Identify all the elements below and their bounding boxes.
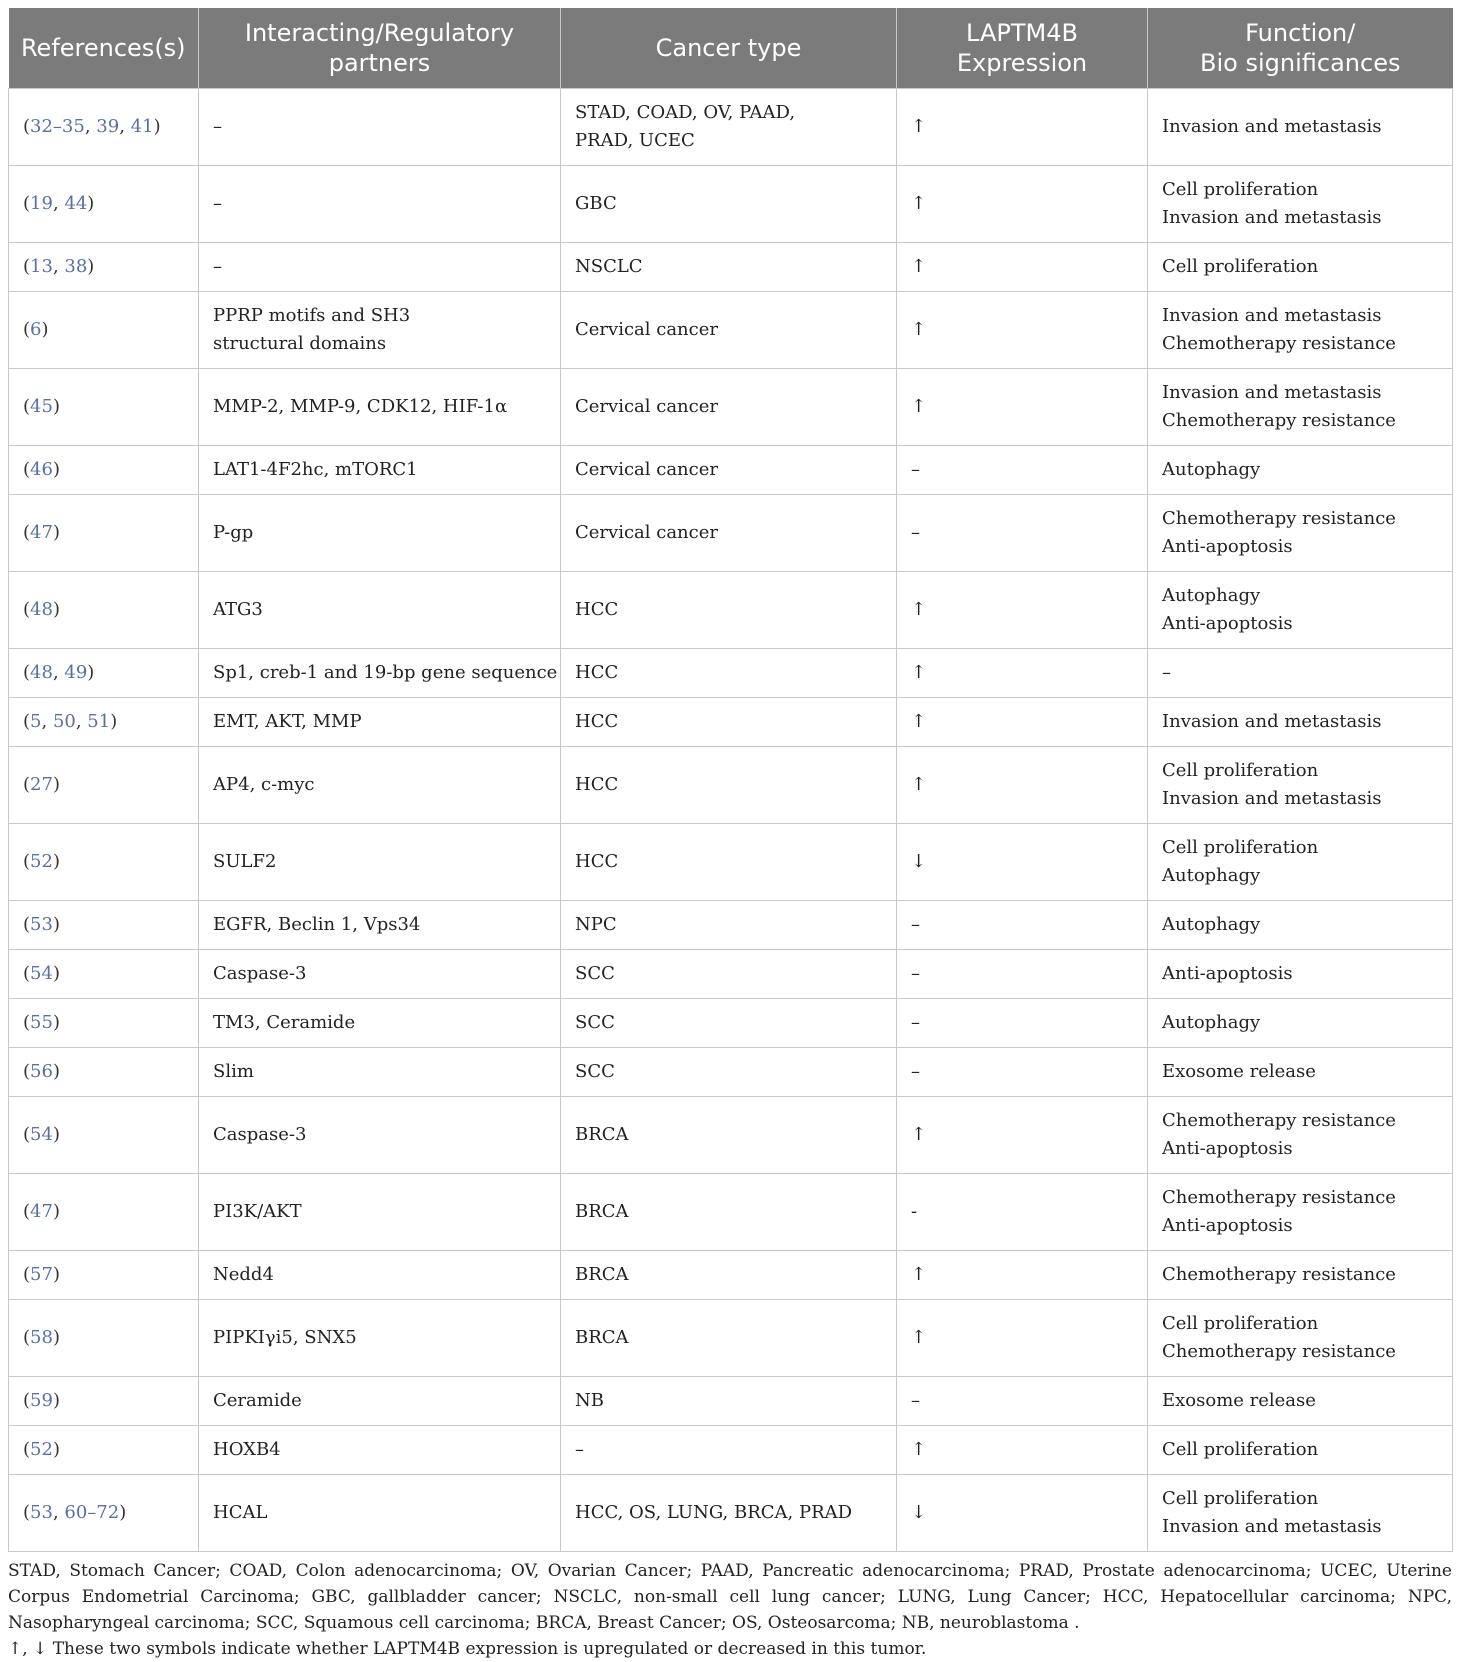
references-cell: (48, 49) (9, 649, 199, 698)
header-partners (199, 8, 561, 89)
references-cell: (47) (9, 495, 199, 572)
function-cell-line: Autophagy (1162, 914, 1261, 935)
function-cell (1148, 1300, 1453, 1377)
cancer-type-cell (561, 1426, 897, 1475)
reference-link[interactable]: 52 (30, 1439, 53, 1460)
cancer-type-cell-line: BRCA (575, 1124, 629, 1145)
header-line: Function/ (1245, 19, 1356, 47)
function-cell-line: Cell proliferation (1162, 256, 1319, 277)
function-cell-line: Anti-apoptosis (1162, 613, 1293, 634)
function-cell-line: Chemotherapy resistance (1162, 1341, 1396, 1362)
partners-cell (199, 901, 561, 950)
references-cell: (54) (9, 1097, 199, 1174)
references-cell: (13, 38) (9, 243, 199, 292)
partners-cell (199, 1097, 561, 1174)
function-cell-line: Chemotherapy resistance (1162, 508, 1396, 529)
expression-cell: ↑ (897, 89, 1148, 166)
header-row (9, 8, 1453, 89)
partners-cell (199, 243, 561, 292)
table-row (9, 166, 1453, 243)
expression-cell: ↑ (897, 1300, 1148, 1377)
partners-cell-line: Slim (213, 1061, 254, 1082)
partners-cell-line: SULF2 (213, 851, 277, 872)
function-cell-line: Invasion and metastasis (1162, 207, 1382, 228)
expression-cell: ↓ (897, 1475, 1148, 1552)
function-cell-line: Chemotherapy resistance (1162, 1110, 1396, 1131)
references-cell: (56) (9, 1048, 199, 1097)
reference-link[interactable]: 38 (64, 256, 88, 277)
header-line: Bio significances (1200, 49, 1401, 77)
references-cell: (47) (9, 1174, 199, 1251)
table-row (9, 369, 1453, 446)
cancer-type-cell-line: HCC (575, 774, 619, 795)
function-cell-line: Cell proliferation (1162, 1439, 1319, 1460)
table-row (9, 1174, 1453, 1251)
function-cell-line: Cell proliferation (1162, 837, 1319, 858)
partners-cell (199, 166, 561, 243)
function-cell-line: Autophagy (1162, 1012, 1261, 1033)
function-cell (1148, 1251, 1453, 1300)
cancer-type-cell (561, 1251, 897, 1300)
cancer-type-cell (561, 1300, 897, 1377)
function-cell-line: Invasion and metastasis (1162, 116, 1382, 137)
header-references (9, 8, 199, 89)
partners-cell (199, 572, 561, 649)
partners-cell (199, 950, 561, 999)
reference-link[interactable]: 55 (30, 1012, 53, 1033)
partners-cell (199, 369, 561, 446)
expression-cell: - (897, 1174, 1148, 1251)
function-cell-line: Cell proliferation (1162, 760, 1319, 781)
expression-cell: – (897, 901, 1148, 950)
expression-cell: ↑ (897, 649, 1148, 698)
reference-link[interactable]: 41 (130, 116, 154, 137)
references-cell: (57) (9, 1251, 199, 1300)
cancer-type-cell-line: HCC (575, 711, 619, 732)
cancer-type-cell-line: HCC (575, 851, 619, 872)
header-line: LAPTM4B (966, 19, 1078, 47)
references-cell: (45) (9, 369, 199, 446)
function-cell-line: Chemotherapy resistance (1162, 1264, 1396, 1285)
reference-link[interactable]: 56 (30, 1061, 53, 1082)
expression-cell: ↑ (897, 1251, 1148, 1300)
function-cell-line: Invasion and metastasis (1162, 1516, 1382, 1537)
table-row (9, 446, 1453, 495)
reference-link[interactable]: 60–72 (64, 1502, 120, 1523)
expression-cell: ↑ (897, 243, 1148, 292)
function-cell (1148, 1174, 1453, 1251)
function-cell-line: Exosome release (1162, 1390, 1316, 1411)
partners-cell-line: ATG3 (213, 599, 263, 620)
table-row (9, 698, 1453, 747)
header-cancer-type (561, 8, 897, 89)
function-cell-line: Invasion and metastasis (1162, 305, 1382, 326)
table-row (9, 89, 1453, 166)
reference-link[interactable]: 52 (30, 851, 53, 872)
symbols-note: ↑, ↓ These two symbols indicate whether LAPTM4B expression is upregulated or decreased in this tumor. (8, 1639, 927, 1659)
cancer-type-cell-line: BRCA (575, 1264, 629, 1285)
reference-link[interactable]: 54 (30, 1124, 53, 1145)
references-cell: (5, 50, 51) (9, 698, 199, 747)
partners-cell-line: Nedd4 (213, 1264, 274, 1285)
cancer-type-cell (561, 89, 897, 166)
header-line: References(s) (20, 34, 186, 62)
partners-cell-line: Sp1, creb-1 and 19-bp gene sequence (213, 662, 558, 683)
partners-cell-line: LAT1-4F2hc, mTORC1 (213, 459, 418, 480)
cancer-type-cell-line: Cervical cancer (575, 522, 718, 543)
cancer-type-cell (561, 698, 897, 747)
reference-link[interactable]: 57 (30, 1264, 53, 1285)
cancer-type-cell (561, 446, 897, 495)
partners-cell (199, 1300, 561, 1377)
reference-link[interactable]: 48 (30, 599, 53, 620)
cancer-type-cell-line: BRCA (575, 1201, 629, 1222)
reference-link[interactable]: 5 (30, 711, 42, 732)
cancer-type-cell-line: Cervical cancer (575, 319, 718, 340)
expression-cell: ↓ (897, 824, 1148, 901)
table-row (9, 649, 1453, 698)
function-cell (1148, 698, 1453, 747)
function-cell (1148, 369, 1453, 446)
partners-cell (199, 495, 561, 572)
references-cell: (53) (9, 901, 199, 950)
cancer-type-cell-line: HCC, OS, LUNG, BRCA, PRAD (575, 1502, 853, 1523)
reference-link[interactable]: 39 (96, 116, 120, 137)
function-cell (1148, 1048, 1453, 1097)
function-cell (1148, 649, 1453, 698)
function-cell (1148, 166, 1453, 243)
partners-cell-line: PI3K/AKT (213, 1201, 302, 1222)
function-cell (1148, 1377, 1453, 1426)
cancer-type-cell-line: SCC (575, 1012, 615, 1033)
function-cell-line: Invasion and metastasis (1162, 711, 1382, 732)
partners-cell (199, 698, 561, 747)
expression-cell: ↑ (897, 292, 1148, 369)
cancer-type-cell (561, 243, 897, 292)
function-cell (1148, 950, 1453, 999)
header-line: Interacting/Regulatory (244, 19, 515, 47)
table-row (9, 1300, 1453, 1377)
cancer-type-cell-line: BRCA (575, 1327, 629, 1348)
reference-link[interactable]: 27 (30, 774, 53, 795)
table-body (9, 89, 1453, 1552)
function-cell-line: Autophagy (1162, 865, 1261, 886)
cancer-type-cell (561, 1174, 897, 1251)
partners-cell-line: Ceramide (213, 1390, 302, 1411)
table-row (9, 1251, 1453, 1300)
expression-cell: – (897, 950, 1148, 999)
function-cell (1148, 243, 1453, 292)
partners-cell (199, 1426, 561, 1475)
references-cell: (19, 44) (9, 166, 199, 243)
expression-cell: ↑ (897, 166, 1148, 243)
cancer-type-cell-line: – (575, 1439, 584, 1460)
cancer-type-cell (561, 1377, 897, 1426)
references-cell: (53, 60–72) (9, 1475, 199, 1552)
references-cell: (59) (9, 1377, 199, 1426)
header-function (1148, 8, 1453, 89)
reference-link[interactable]: 47 (30, 522, 53, 543)
references-cell: (27) (9, 747, 199, 824)
partners-cell-line: – (213, 116, 222, 137)
expression-cell: ↑ (897, 572, 1148, 649)
partners-cell-line: EMT, AKT, MMP (213, 711, 362, 732)
cancer-type-cell (561, 747, 897, 824)
partners-cell (199, 1174, 561, 1251)
references-cell: (58) (9, 1300, 199, 1377)
cancer-type-cell-line: GBC (575, 193, 617, 214)
cancer-type-cell (561, 1097, 897, 1174)
function-cell-line: Cell proliferation (1162, 179, 1319, 200)
partners-cell (199, 446, 561, 495)
reference-link[interactable]: 47 (30, 1201, 53, 1222)
function-cell-line: Invasion and metastasis (1162, 788, 1382, 809)
cancer-type-cell (561, 292, 897, 369)
function-cell-line: Invasion and metastasis (1162, 382, 1382, 403)
references-cell: (6) (9, 292, 199, 369)
function-cell-line: Cell proliferation (1162, 1488, 1319, 1509)
reference-link[interactable]: 49 (64, 662, 88, 683)
table-row (9, 999, 1453, 1048)
partners-cell-line: HOXB4 (213, 1439, 281, 1460)
header-expression (897, 8, 1148, 89)
partners-cell-line: AP4, c-myc (213, 774, 315, 795)
function-cell-line: Cell proliferation (1162, 1313, 1319, 1334)
function-cell-line: Anti-apoptosis (1162, 1215, 1293, 1236)
function-cell (1148, 999, 1453, 1048)
references-cell: (52) (9, 824, 199, 901)
reference-link[interactable]: 19 (30, 193, 53, 214)
partners-cell (199, 649, 561, 698)
function-cell (1148, 495, 1453, 572)
partners-cell (199, 1048, 561, 1097)
expression-cell: – (897, 1377, 1148, 1426)
partners-cell (199, 1377, 561, 1426)
table-row (9, 1048, 1453, 1097)
function-cell-line: Autophagy (1162, 459, 1261, 480)
function-cell (1148, 747, 1453, 824)
function-cell (1148, 1475, 1453, 1552)
function-cell (1148, 1426, 1453, 1475)
partners-cell-line: EGFR, Beclin 1, Vps34 (213, 914, 421, 935)
cancer-type-cell-line: SCC (575, 963, 615, 984)
reference-link[interactable]: 58 (30, 1327, 53, 1348)
partners-cell (199, 89, 561, 166)
expression-cell: ↑ (897, 747, 1148, 824)
cancer-type-cell (561, 495, 897, 572)
table-row (9, 292, 1453, 369)
references-cell: (52) (9, 1426, 199, 1475)
function-cell-line: Autophagy (1162, 585, 1261, 606)
function-cell-line: Anti-apoptosis (1162, 1138, 1293, 1159)
function-cell-line: – (1162, 662, 1171, 683)
table-row (9, 824, 1453, 901)
cancer-type-cell-line: HCC (575, 662, 619, 683)
function-cell-line: Anti-apoptosis (1162, 536, 1293, 557)
cancer-type-cell (561, 1475, 897, 1552)
partners-cell-line: P-gp (213, 522, 254, 543)
expression-cell: ↑ (897, 698, 1148, 747)
reference-link[interactable]: 53 (30, 914, 53, 935)
partners-cell-line: Caspase-3 (213, 1124, 307, 1145)
partners-cell-line: – (213, 256, 222, 277)
cancer-type-cell (561, 572, 897, 649)
partners-cell (199, 1475, 561, 1552)
partners-cell-line: – (213, 193, 222, 214)
reference-link[interactable]: 13 (30, 256, 53, 277)
cancer-type-cell (561, 649, 897, 698)
reference-link[interactable]: 32–35 (30, 116, 85, 137)
table-row (9, 1377, 1453, 1426)
cancer-type-cell-line: NPC (575, 914, 617, 935)
cancer-type-cell-line: Cervical cancer (575, 396, 718, 417)
abbreviations-note: STAD, Stomach Cancer; COAD, Colon adenocarcinoma; OV, Ovarian Cancer; PAAD, Pancreatic adenocarcinoma; PRAD, Prostate adenocarcinoma; UCEC, Uterine Corpus Endometrial Carcinoma; GBC, gallbladder cancer; NSCLC, non-small cell lung cancer; LUNG, Lung Cancer; HCC, Hepatocellular carcinoma; NPC, Nasopharyngeal carcinoma; SCC, Squamous cell carcinoma; BRCA, Breast Cancer; OS, Osteosarcoma; NB, neuroblastoma . (8, 1561, 1452, 1633)
table-container (8, 8, 1452, 1662)
function-cell (1148, 901, 1453, 950)
cancer-type-cell-line: NSCLC (575, 256, 643, 277)
table-row (9, 901, 1453, 950)
cancer-type-cell (561, 166, 897, 243)
header-line: Expression (956, 49, 1088, 77)
cancer-type-cell (561, 901, 897, 950)
expression-cell: – (897, 999, 1148, 1048)
references-cell: (55) (9, 999, 199, 1048)
function-cell-line: Anti-apoptosis (1162, 963, 1293, 984)
partners-cell (199, 999, 561, 1048)
expression-cell: – (897, 1048, 1148, 1097)
cancer-type-cell-line: SCC (575, 1061, 615, 1082)
cancer-type-cell-line: STAD, COAD, OV, PAAD, (575, 102, 796, 123)
function-cell-line: Chemotherapy resistance (1162, 410, 1396, 431)
function-cell-line: Chemotherapy resistance (1162, 333, 1396, 354)
cancer-type-cell-line: HCC (575, 599, 619, 620)
references-cell: (54) (9, 950, 199, 999)
header-line: partners (328, 49, 431, 77)
reference-link[interactable]: 44 (64, 193, 88, 214)
reference-link[interactable]: 50 (52, 711, 76, 732)
partners-cell (199, 747, 561, 824)
partners-cell-line: MMP-2, MMP-9, CDK12, HIF-1α (213, 396, 508, 417)
references-cell: (32–35, 39, 41) (9, 89, 199, 166)
partners-cell-line: PPRP motifs and SH3 (213, 305, 411, 326)
reference-link[interactable]: 6 (30, 319, 42, 340)
function-cell-line: Chemotherapy resistance (1162, 1187, 1396, 1208)
partners-cell-line: HCAL (213, 1502, 268, 1523)
partners-cell-line: PIPKIγi5, SNX5 (213, 1327, 357, 1348)
reference-link[interactable]: 46 (30, 459, 53, 480)
function-cell (1148, 572, 1453, 649)
function-cell (1148, 292, 1453, 369)
expression-cell: ↑ (897, 1097, 1148, 1174)
function-cell (1148, 824, 1453, 901)
function-cell-line: Exosome release (1162, 1061, 1316, 1082)
references-cell: (48) (9, 572, 199, 649)
laptm4b-table (8, 8, 1453, 1552)
expression-cell: – (897, 446, 1148, 495)
reference-link[interactable]: 53 (30, 1502, 53, 1523)
table-row (9, 243, 1453, 292)
function-cell (1148, 446, 1453, 495)
reference-link[interactable]: 54 (30, 963, 53, 984)
expression-cell: ↑ (897, 1426, 1148, 1475)
expression-cell: ↑ (897, 369, 1148, 446)
table-row (9, 950, 1453, 999)
table-row (9, 495, 1453, 572)
cancer-type-cell-line: NB (575, 1390, 604, 1411)
reference-link[interactable]: 48 (30, 662, 53, 683)
cancer-type-cell (561, 369, 897, 446)
cancer-type-cell (561, 999, 897, 1048)
partners-cell (199, 1251, 561, 1300)
reference-link[interactable]: 59 (30, 1390, 53, 1411)
table-row (9, 572, 1453, 649)
function-cell (1148, 1097, 1453, 1174)
header-line: Cancer type (655, 34, 802, 62)
cancer-type-cell-line: PRAD, UCEC (575, 130, 695, 151)
expression-cell: – (897, 495, 1148, 572)
function-cell (1148, 89, 1453, 166)
partners-cell (199, 824, 561, 901)
cancer-type-cell (561, 824, 897, 901)
cancer-type-cell-line: Cervical cancer (575, 459, 718, 480)
cancer-type-cell (561, 1048, 897, 1097)
table-row (9, 1426, 1453, 1475)
reference-link[interactable]: 51 (87, 711, 111, 732)
partners-cell-line: TM3, Ceramide (213, 1012, 356, 1033)
table-row (9, 747, 1453, 824)
partners-cell-line: Caspase-3 (213, 963, 307, 984)
cancer-type-cell (561, 950, 897, 999)
table-footnotes (8, 1558, 1452, 1662)
table-row (9, 1475, 1453, 1552)
references-cell: (46) (9, 446, 199, 495)
partners-cell (199, 292, 561, 369)
table-row (9, 1097, 1453, 1174)
reference-link[interactable]: 45 (30, 396, 53, 417)
partners-cell-line: structural domains (213, 333, 387, 354)
